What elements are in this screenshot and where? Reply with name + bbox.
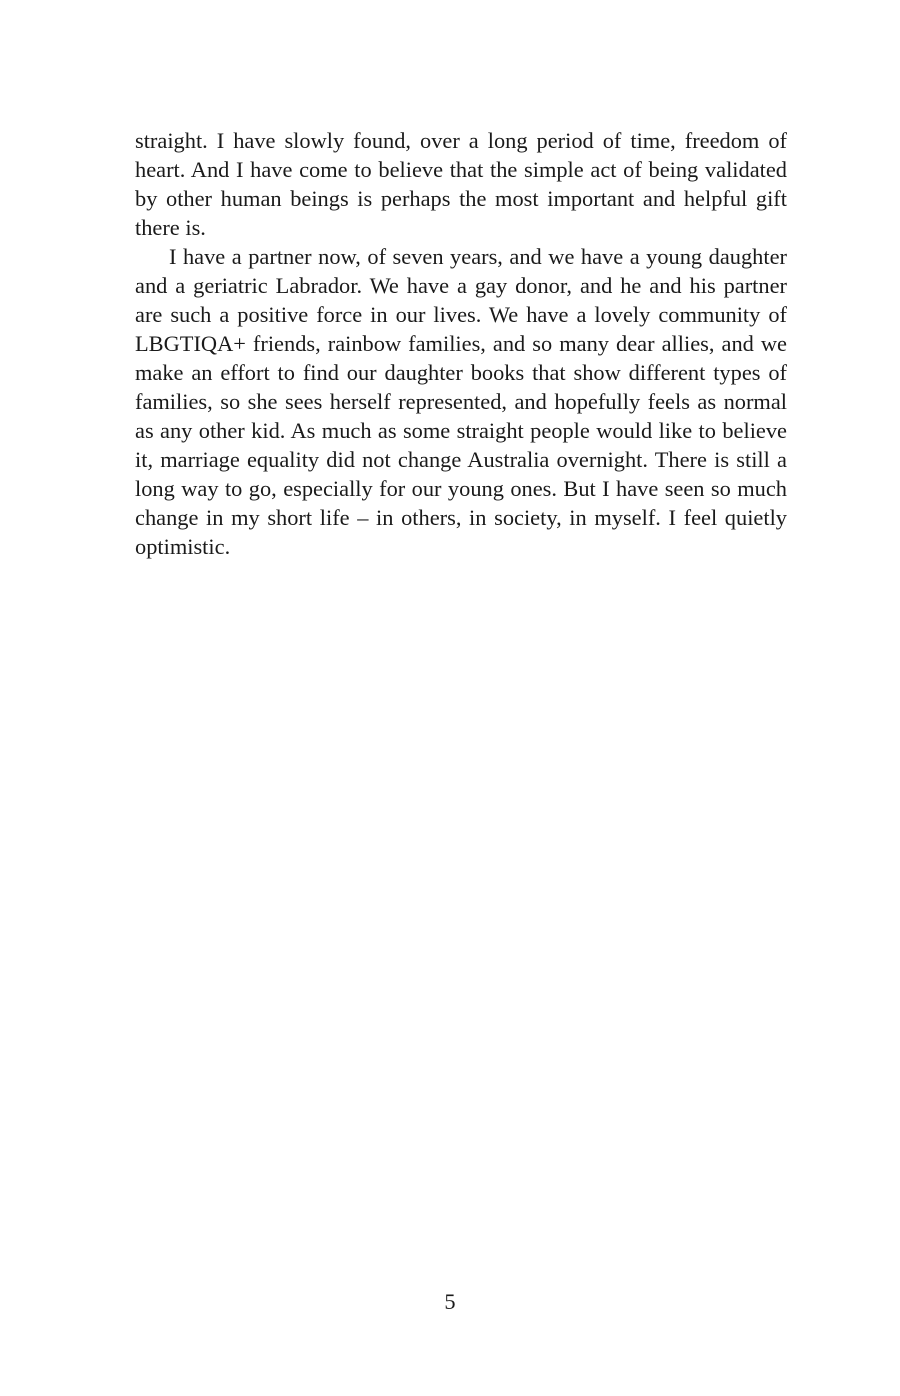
body-text (135, 126, 787, 561)
page-number: 5 (444, 1289, 456, 1314)
paragraph-partner-family: I have a partner now, of seven years, and we have a young daughter and a geriatric Labrador. We have a gay donor, and he and his partner are such a positive force in our lives. We have a lovely community of LBGTIQA+ friends, rainbow families, and so many dear allies, and we make an effort to find our daughter books that show different types of families, so she sees herself represented, and hopefully feels as normal as any other kid. As much as some straight people would like to believe it, marriage equality did not change Australia overnight. There is still a long way to go, especially for our young ones. But I have seen so much change in my short life – in others, in society, in myself. I feel quietly optimistic. (135, 244, 787, 559)
paragraph-continuation: straight. I have slowly found, over a long period of time, freedom of heart. And I have come to believe that the simple act of being validated by other human beings is perhaps the most important and helpful gift there is. (135, 128, 787, 240)
